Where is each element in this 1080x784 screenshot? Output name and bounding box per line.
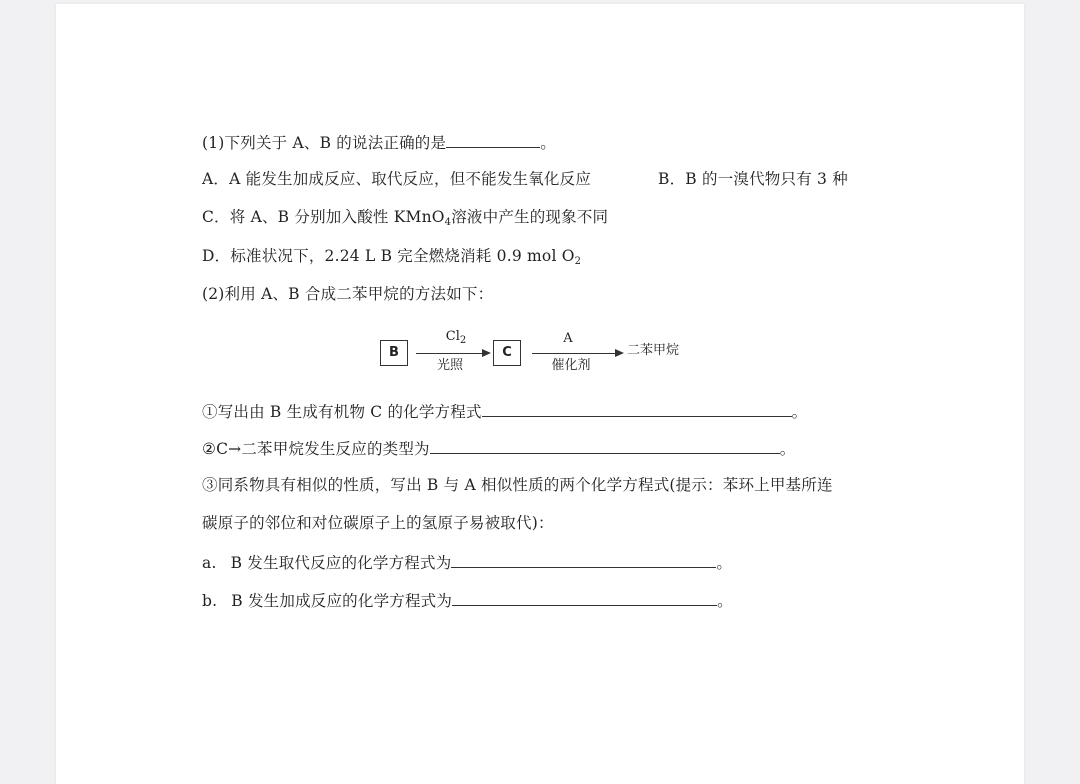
subquestion-3-text: ③同系物具有相似的性质，写出 B 与 A 相似性质的两个化学方程式(提示：苯环上甲基所连 <box>202 476 833 494</box>
part-a-text: B 发生取代反应的化学方程式为 <box>230 554 452 572</box>
reagent-cl2-subscript: 2 <box>459 335 467 346</box>
period: 。 <box>716 554 733 572</box>
document-page <box>56 4 1024 784</box>
period: 。 <box>540 134 556 152</box>
option-c-text: C．将 A、B 分别加入酸性 KMnO <box>202 208 445 226</box>
reaction-scheme <box>378 328 708 378</box>
option-b: B．B 的一溴代物只有 3 种 <box>658 170 848 188</box>
reagent-cl2-text: Cl <box>445 329 460 344</box>
subquestion-3-line1 <box>202 475 833 495</box>
option-c <box>202 207 608 227</box>
answer-blank-2 <box>482 400 792 417</box>
question-1-text: (1)下列关于 A、B 的说法正确的是 <box>202 134 447 152</box>
period: 。 <box>717 592 733 610</box>
subquestion-1 <box>202 400 807 422</box>
option-d-subscript: 2 <box>574 256 582 267</box>
answer-blank-3 <box>430 437 780 454</box>
option-row-ab <box>202 169 591 189</box>
subquestion-3-line2 <box>202 513 554 533</box>
part-a-label: a. <box>202 554 217 572</box>
subquestion-2 <box>202 437 795 459</box>
arrow-1-head <box>482 349 491 357</box>
question-1-stem <box>202 131 556 153</box>
subquestion-1-text: ①写出由 B 生成有机物 C 的化学方程式 <box>202 403 482 421</box>
option-d <box>202 246 581 266</box>
compound-c-box: C <box>493 340 521 366</box>
condition-catalyst: 催化剂 <box>551 358 591 373</box>
subquestion-3-text-cont: 碳原子的邻位和对位碳原子上的氢原子易被取代)： <box>202 514 554 532</box>
answer-blank-1 <box>446 131 540 148</box>
option-c-text-end: 溶液中产生的现象不同 <box>451 208 609 226</box>
arrow-1-line <box>416 353 484 354</box>
question-2-stem <box>202 284 493 304</box>
arrow-2-head <box>615 349 624 357</box>
option-a: A．A 能发生加成反应、取代反应，但不能发生氧化反应 <box>202 170 592 188</box>
question-2-text: (2)利用 A、B 合成二苯甲烷的方法如下： <box>202 285 494 303</box>
part-a <box>202 551 732 573</box>
option-c-subscript: 4 <box>444 217 452 228</box>
arrow-2-line <box>532 353 617 354</box>
reagent-a: A <box>563 331 573 346</box>
compound-b-box: B <box>380 340 408 366</box>
period: 。 <box>791 403 808 421</box>
option-d-text: D．标准状况下，2.24 L B 完全燃烧消耗 0.9 mol O <box>202 247 575 265</box>
answer-blank-4 <box>451 551 716 568</box>
reagent-cl2 <box>436 330 476 344</box>
answer-blank-5 <box>452 589 717 606</box>
product-diphenylmethane: 二苯甲烷 <box>627 343 680 358</box>
part-b <box>202 589 733 611</box>
condition-light: 光照 <box>436 358 463 373</box>
period: 。 <box>779 440 796 458</box>
option-b-wrap <box>658 169 848 189</box>
subquestion-2-text: ②C→二苯甲烷发生反应的类型为 <box>202 440 430 458</box>
part-b-label: b. <box>202 592 218 610</box>
part-b-text: B 发生加成反应的化学方程式为 <box>231 592 453 610</box>
